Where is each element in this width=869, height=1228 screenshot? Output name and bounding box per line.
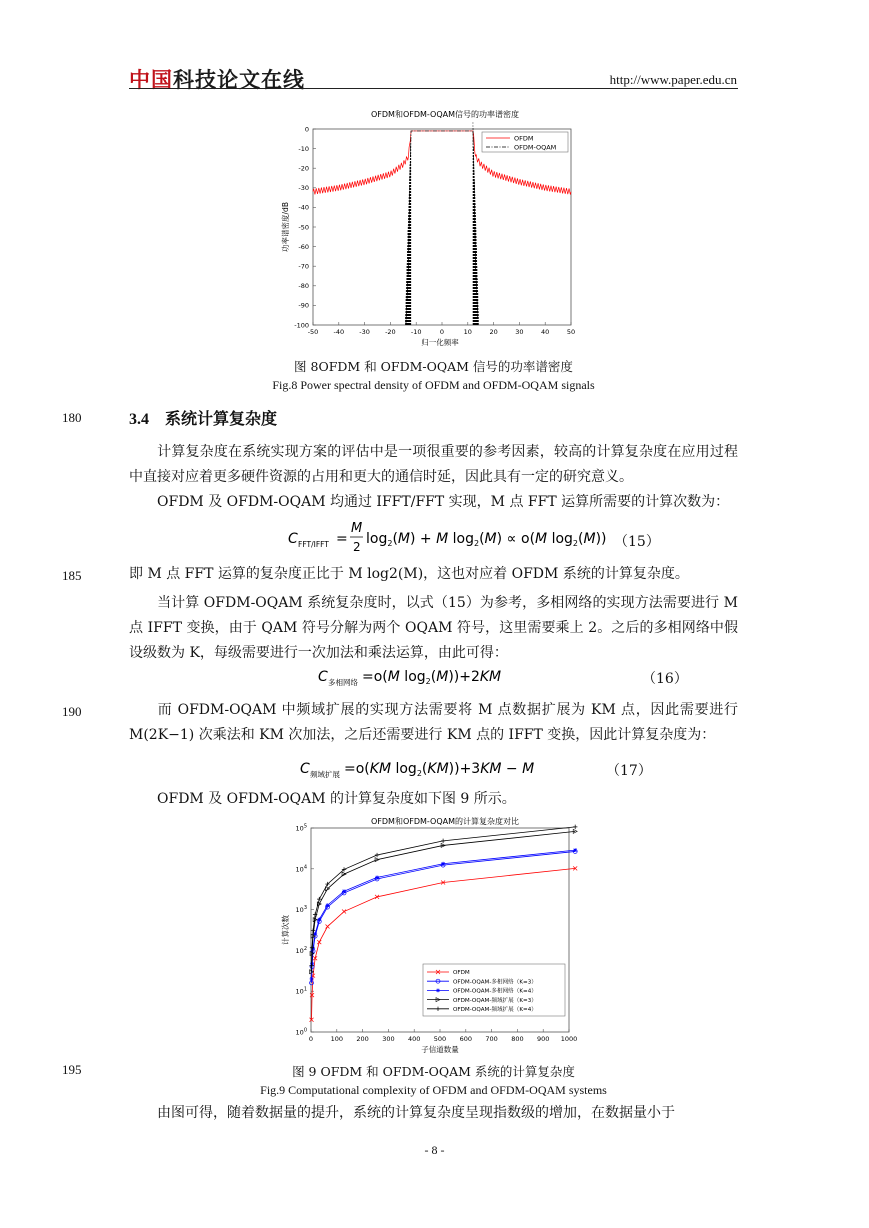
chart-title: OFDM和OFDM-OQAM的计算复杂度对比: [371, 817, 519, 826]
section-heading: 3.4 系统计算复杂度: [129, 409, 278, 428]
svg-text:=o(KM log2(KM))+3KM − M: =o(KM $\log_2(KM))+3KM - M$: [344, 761, 535, 778]
x-tick-label: 50: [566, 328, 576, 336]
x-axis-label: 归一化频率: [421, 338, 459, 347]
x-tick-label: -10: [410, 328, 422, 336]
data-point: [375, 853, 379, 857]
x-tick-label: 10: [463, 328, 472, 336]
series-line-ofdm-oqam: [406, 131, 478, 325]
legend-label: OFDM-OQAM-多相网络（K=3）: [453, 979, 537, 986]
y-tick-label: -80: [298, 282, 309, 291]
data-point: [310, 977, 314, 981]
complexity-chart: [275, 812, 595, 1060]
x-tick-label: 900: [536, 1035, 550, 1043]
data-point: [375, 875, 379, 879]
svg-text:M: M: [351, 521, 363, 536]
data-point: [441, 862, 445, 866]
equation-number: （16）: [642, 671, 688, 687]
paragraph: 计算复杂度在系统实现方案的评估中是一项很重要的参考因素，较高的计算复杂度在应用过程中直接对应着更多硬件资源的占用和更大的通信时延，因此具有一定的研究意义。: [129, 444, 738, 485]
y-tick-label: -90: [298, 301, 309, 310]
journal-logo: 中国科技论文在线: [129, 68, 305, 92]
x-tick-label: 1000: [560, 1035, 578, 1043]
figure9-caption-zh: 图 9 OFDM 和 OFDM-OQAM 系统的计算复杂度: [292, 1064, 575, 1079]
data-point: [436, 988, 440, 992]
plot-frame: [313, 129, 571, 325]
legend-label: OFDM-OQAM-频域扩展（K=4）: [453, 1007, 537, 1013]
y-tick-label: $10^4$: [295, 864, 307, 874]
svg-text:频域扩展: 频域扩展: [310, 770, 340, 779]
legend-label-ofdm: OFDM: [514, 134, 534, 143]
series-line: [312, 831, 576, 971]
paragraph: 即 M 点 FFT 运算的复杂度正比于 M log2(M)，这也对应着 OFDM 系统的计算复杂度。: [129, 566, 689, 582]
legend-label-oqam: OFDM-OQAM: [514, 143, 557, 152]
svg-text:多相网络: 多相网络: [328, 678, 358, 687]
svg-text:=o(M log2(M))+2KM: =o(M $\log_2(M))+2KM$: [362, 669, 502, 686]
equation-number: （17）: [606, 763, 652, 779]
y-tick-label: -60: [298, 242, 309, 251]
y-axis-label: 计算次数: [281, 915, 290, 945]
figure8-caption-zh: 图 8OFDM 和 OFDM-OQAM 信号的功率谱密度: [294, 359, 573, 374]
x-tick-label: -50: [307, 328, 319, 336]
x-tick-label: 0: [439, 328, 445, 336]
x-tick-label: 0: [308, 1035, 314, 1043]
psd-chart: [270, 100, 590, 350]
line-number: 185: [62, 568, 82, 583]
data-point: [311, 928, 315, 932]
data-point: [441, 839, 445, 843]
x-tick-label: -30: [359, 328, 370, 336]
x-axis-label: 子信道数量: [421, 1045, 459, 1054]
y-tick-label: -30: [298, 184, 309, 193]
figure9-caption-en: Fig.9 Computational complexity of OFDM and OFDM-OQAM systems: [260, 1083, 607, 1097]
paragraph: OFDM 及 OFDM-OQAM 均通过 IFFT/FFT 实现，M 点 FFT 运算所需要的计算次数为：: [157, 494, 730, 510]
header-rule: [129, 88, 738, 89]
y-tick-label: -70: [298, 262, 309, 271]
svg-text:FFT/IFFT: FFT/IFFT: [298, 540, 329, 549]
x-tick-label: 600: [459, 1035, 473, 1043]
paragraph: 而 OFDM-OQAM 中频域扩展的实现方法需要将 M 点数据扩展为 KM 点，因此需要进行 M(2K−1) 次乘法和 KM 次加法，之后还需要进行 KM 点的 IFFT 变换，因此计算复杂度为：: [129, 702, 738, 743]
series-line: [312, 850, 576, 979]
series-line: [312, 827, 576, 966]
line-number: 190: [62, 704, 82, 719]
equation-number: （15）: [614, 534, 660, 550]
y-tick-label: -10: [298, 144, 309, 153]
y-tick-label: $10^2$: [295, 945, 307, 955]
y-axis-label: 功率谱密度/dB: [281, 202, 290, 252]
x-tick-label: -40: [333, 328, 345, 336]
data-point: [342, 910, 346, 914]
y-tick-label: $10^1$: [295, 986, 307, 996]
chart-legend: [423, 964, 565, 1016]
data-point: [326, 925, 330, 929]
page-number: - 8 -: [424, 1143, 445, 1157]
x-tick-label: 40: [541, 328, 550, 336]
x-tick-label: 700: [485, 1035, 498, 1043]
y-tick-label: -50: [298, 223, 309, 232]
data-point: [573, 825, 577, 829]
header-url: http://www.paper.edu.cn: [609, 72, 737, 87]
x-tick-label: 800: [511, 1035, 524, 1043]
svg-text:log2(M) + M log2(M) ∝ o(M log2: $\log_2(M) + M$ $\log_2(M) \propto o(M$ $\log_2(M)$): [366, 531, 607, 548]
x-tick-label: 500: [433, 1035, 447, 1043]
x-tick-label: 100: [330, 1035, 344, 1043]
legend-label: OFDM-OQAM-频域扩展（K=3）: [453, 997, 537, 1004]
data-point: [342, 889, 346, 893]
figure8-caption-en: Fig.8 Power spectral density of OFDM and OFDM-OQAM signals: [272, 378, 595, 392]
svg-text:C: C: [288, 531, 298, 547]
equation-17: [300, 757, 560, 788]
svg-text:=: =: [336, 531, 348, 547]
line-number: 195: [62, 1062, 82, 1077]
legend-label: OFDM-OQAM-多相网络（K=4）: [453, 988, 537, 995]
y-tick-label: 0: [304, 125, 309, 134]
svg-text:C: C: [318, 669, 328, 685]
x-tick-label: 400: [407, 1035, 421, 1043]
y-tick-label: $10^0$: [295, 1027, 307, 1037]
y-tick-label: -100: [294, 321, 309, 330]
data-point: [326, 903, 330, 907]
x-tick-label: 20: [489, 328, 498, 336]
equation-16: [318, 665, 578, 696]
x-tick-label: 30: [515, 328, 524, 336]
paragraph: 由图可得，随着数据量的提升，系统的计算复杂度呈现指数级的增加，在数据量小于: [157, 1105, 675, 1121]
y-tick-label: $10^5$: [295, 823, 307, 833]
chart-title: OFDM和OFDM-OQAM信号的功率谱密度: [371, 110, 519, 119]
y-tick-label: -40: [298, 203, 309, 212]
paragraph: OFDM 及 OFDM-OQAM 的计算复杂度如下图 9 所示。: [157, 791, 516, 807]
svg-text:C: C: [300, 761, 310, 777]
x-tick-label: 200: [356, 1035, 369, 1043]
ofdm-oqam-skirts: [405, 122, 478, 325]
equation-15: [288, 518, 648, 563]
y-tick-label: -20: [298, 164, 309, 173]
data-point: [573, 848, 577, 852]
chart-legend: [482, 132, 568, 152]
paragraph: 当计算 OFDM-OQAM 系统复杂度时，以式（15）为参考，多相网络的实现方法需要进行 M 点 IFFT 变换，由于 QAM 符号分解为两个 OQAM 符号，这里需要乘上 2。之后的多相网络中假设级数为 K，每级需要进行一次加法和乘法运算，由此可得：: [129, 595, 738, 661]
x-tick-label: 300: [382, 1035, 395, 1043]
line-number: 180: [62, 410, 82, 425]
x-tick-label: -20: [385, 328, 396, 336]
svg-text:2: 2: [353, 540, 361, 554]
legend-label: OFDM: [453, 970, 470, 977]
y-tick-label: $10^3$: [295, 905, 307, 915]
data-point: [317, 917, 321, 921]
